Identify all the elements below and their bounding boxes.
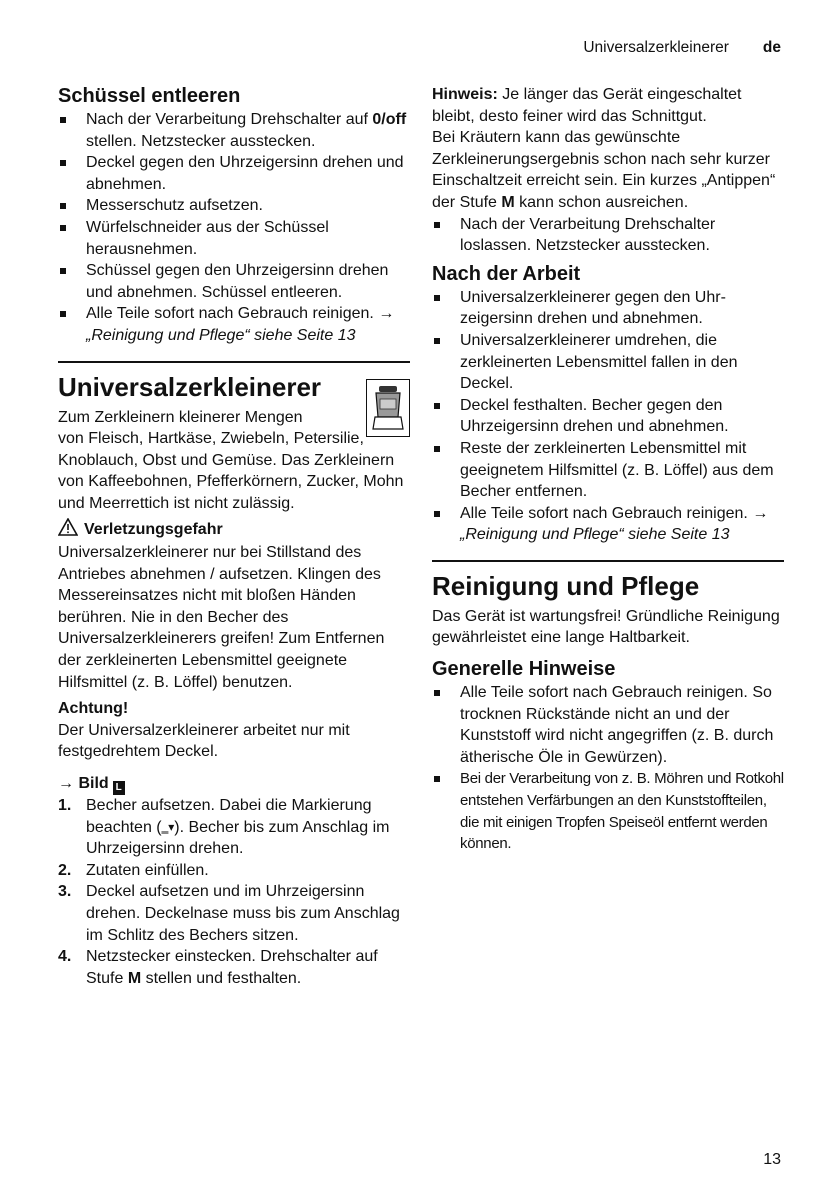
left-column — [58, 84, 410, 989]
section-title-schuessel: Schüssel entleeren — [58, 85, 241, 107]
cross-reference-link[interactable]: „Reinigung und Pflege“ siehe Seite 13 — [86, 326, 356, 344]
achtung-text: Der Universalzerkleinerer arbeitet nur mit festgedrehtem Deckel. — [58, 721, 350, 761]
section-divider — [432, 560, 784, 562]
page-header — [583, 38, 781, 58]
section-divider — [58, 361, 410, 363]
warning-triangle-icon — [58, 518, 78, 543]
step-item: 2. Zutaten einfüllen. — [58, 861, 209, 879]
list-item: Universalzerkleinerer umdrehen, die zerkleinerten Lebensmittel fallen in den Deckel. — [432, 330, 784, 395]
list-item: Reste der zerkleinerten Lebensmittel mit geeignetem Hilfsmittel (z. B. Löffel) aus dem Becher entfernen. — [432, 438, 784, 503]
list-item: Bei der Verarbeitung von z. B. Möhren und Rotkohl entstehen Verfärbungen an den Kunststoffteilen, die mit einigen Tropfen Speiseöl entfernt werden können. — [432, 768, 784, 854]
chopper-icon — [366, 379, 410, 437]
list-item: Deckel gegen den Uhrzeigersinn drehen und abnehmen. — [58, 152, 410, 195]
section-title-reinigung: Reinigung und Pflege — [432, 570, 700, 601]
header-lang: de — [762, 39, 781, 56]
section-title-universal: Universalzerkleinerer — [58, 371, 322, 402]
step-item: 3. Deckel aufsetzen und im Uhrzeigersinn drehen. Deckelnase muss bis zum Anschlag im Schlitz des Bechers sitzen. — [58, 883, 400, 944]
header-title: Universalzerkleinerer — [583, 39, 729, 56]
list-item: Alle Teile sofort nach Gebrauch reinigen. → „Reinigung und Pflege“ siehe Seite 13 — [58, 303, 410, 346]
list-item: Alle Teile sofort nach Gebrauch reinigen. So trocknen Rückstände nicht an und der Kunststoff wird nicht angegriffen (z. B. durch ätherische Öle in Gewürzen). — [432, 682, 784, 768]
arrow-right-icon: → — [752, 504, 769, 522]
list-item: Deckel festhalten. Becher gegen den Uhrzeigersinn drehen und abnehmen. — [432, 395, 784, 438]
kraeuter-text: Bei Kräutern kann das gewünschte Zerkleinerungsergebnis schon nach sehr kurzer Einschaltzeit erreicht sein. Ein kurzes „Antippen“ der Stufe M kann schon ausreichen. — [432, 129, 776, 211]
reinigung-text: Das Gerät ist wartungsfrei! Gründliche Reinigung gewährleistet eine lange Haltbarkeit. — [432, 607, 780, 647]
arrow-right-icon: → — [378, 305, 395, 323]
figure-letter: L — [113, 781, 125, 795]
list-item: Universalzerkleinerer gegen den Uhrzeigersinn drehen und abnehmen. — [432, 287, 784, 330]
step-item: 1. Becher aufsetzen. Dabei die Markierung beachten (‗▾). Becher bis zum Anschlag im Uhrzeigersinn drehen. — [58, 797, 390, 858]
arrow-right-icon: → — [58, 775, 74, 793]
list-item: Alle Teile sofort nach Gebrauch reinigen. → „Reinigung und Pflege“ siehe Seite 13 — [432, 503, 784, 546]
list-item: Nach der Verarbeitung Drehschalter loslassen. Netzstecker ausstecken. — [432, 214, 784, 257]
page-number: 13 — [763, 1151, 781, 1168]
list-item: Schüssel gegen den Uhrzeigersinn drehen und abnehmen. Schüssel entleeren. — [58, 260, 410, 303]
marking-symbol-icon: ‗▾ — [161, 819, 175, 834]
list-item: Nach der Verarbeitung Drehschalter auf 0/off stellen. Netzstecker ausstecken. — [58, 109, 410, 152]
hinweis-text: Hinweis: Je länger das Gerät eingeschaltet bleibt, desto feiner wird das Schnittgut. — [432, 86, 742, 125]
section-title-generelle-hinweise: Generelle Hinweise — [432, 658, 616, 681]
universal-section — [58, 371, 410, 515]
warning-heading: Verletzungsgefahr — [58, 518, 410, 543]
intro-text: von Fleisch, Hartkäse, Zwiebeln, Petersilie, Knoblauch, Obst und Gemüse. Das Zerkleinern von Kaffeebohnen, Pfefferkörnern, Zucker, Mohn und Meerrettich ist nicht zulässig. — [58, 430, 404, 512]
intro-line: Zum Zerkleinern kleinerer Mengen — [58, 408, 303, 426]
right-column — [432, 84, 784, 855]
list-item: Messerschutz aufsetzen. — [58, 195, 410, 217]
warning-text: Universalzerkleinerer nur bei Stillstand des Antriebes abnehmen / aufsetzen. Klingen des Messereinsatzes nicht mit bloßen Händen berühren. Nie in den Becher des Universalzerkleinerers greifen! Zum Entfernen der zerkleinerten Lebensmittel geeignete Hilfsmittel (z. B. Löffel) benutzen. — [58, 544, 385, 691]
cross-reference-link[interactable]: „Reinigung und Pflege“ siehe Seite 13 — [460, 526, 730, 544]
list-item: Würfelschneider aus der Schüssel herausnehmen. — [58, 217, 410, 260]
figure-reference: → Bild L — [58, 773, 410, 795]
achtung-heading: Achtung! — [58, 700, 129, 718]
section-title-nach-der-arbeit: Nach der Arbeit — [432, 262, 581, 285]
step-item: 4. Netzstecker einstecken. Drehschalter auf Stufe M stellen und festhalten. — [58, 948, 378, 987]
